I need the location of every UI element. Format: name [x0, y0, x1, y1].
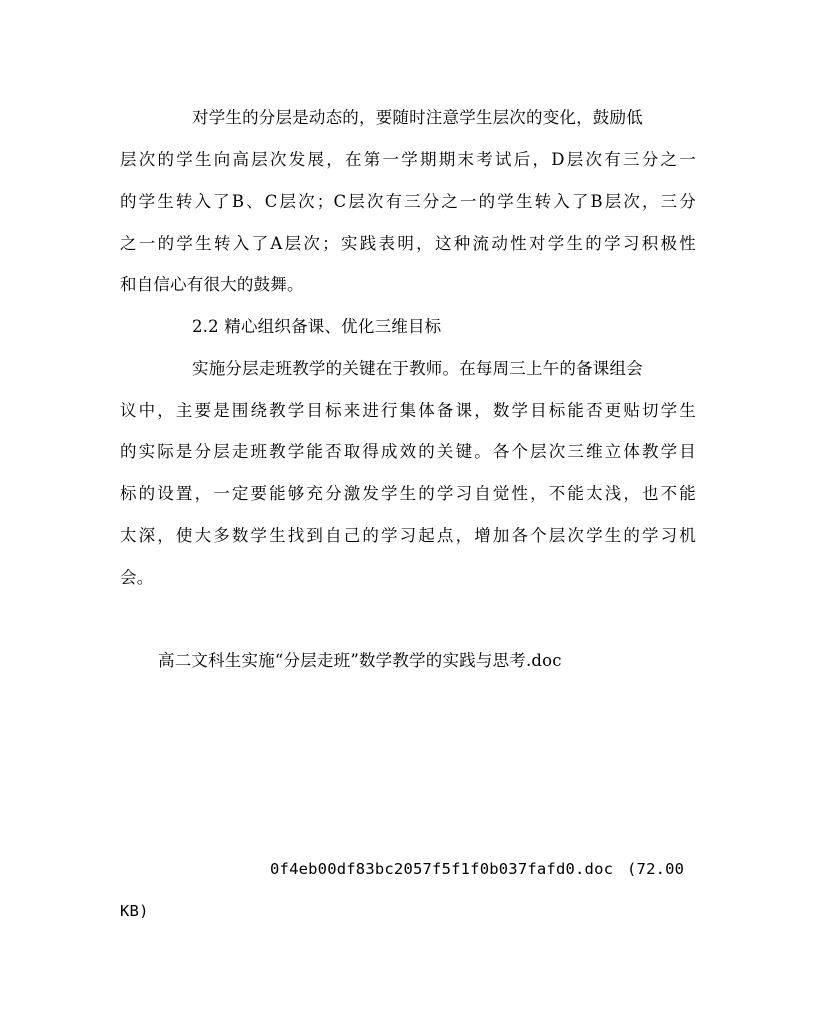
file-size: (72.00	[627, 860, 685, 878]
paragraph-line: 和自信心有很大的鼓舞。	[120, 275, 304, 294]
paragraph-line: 会。	[120, 568, 154, 587]
file-size-unit: KB)	[120, 902, 149, 920]
paragraph-line: 议中，主要是围绕教学目标来进行集体备课，数学目标能否更贴切学生	[120, 401, 696, 420]
paragraph-line: 标的设置，一定要能够充分激发学生的学习自觉性，不能太浅，也不能	[120, 484, 696, 503]
paragraph-line: 层次的学生向高层次发展，在第一学期期末考试后，D层次有三分之一	[120, 150, 696, 169]
paragraph-line: 之一的学生转入了A层次；实践表明，这种流动性对学生的学习积极性	[120, 234, 696, 253]
paragraph-line: 实施分层走班教学的关键在于教师。在每周三上午的备课组会	[192, 359, 643, 378]
paragraph-line: 的实际是分层走班教学能否取得成效的关键。各个层次三维立体教学目	[120, 442, 696, 461]
file-name: 0f4eb00df83bc2057f5f1f0b037fafd0.doc	[270, 860, 614, 878]
paragraph-line: 太深，使大多数学生找到自己的学习起点，增加各个层次学生的学习机	[120, 526, 696, 545]
paragraph-line: 的学生转入了B、C层次；C层次有三分之一的学生转入了B层次，三分	[120, 192, 696, 211]
section-heading: 2.2 精心组织备课、优化三维目标	[192, 317, 442, 336]
paragraph-line: 对学生的分层是动态的，要随时注意学生层次的变化，鼓励低	[192, 108, 643, 127]
document-title: 高二文科生实施“分层走班”数学教学的实践与思考.doc	[158, 651, 562, 670]
